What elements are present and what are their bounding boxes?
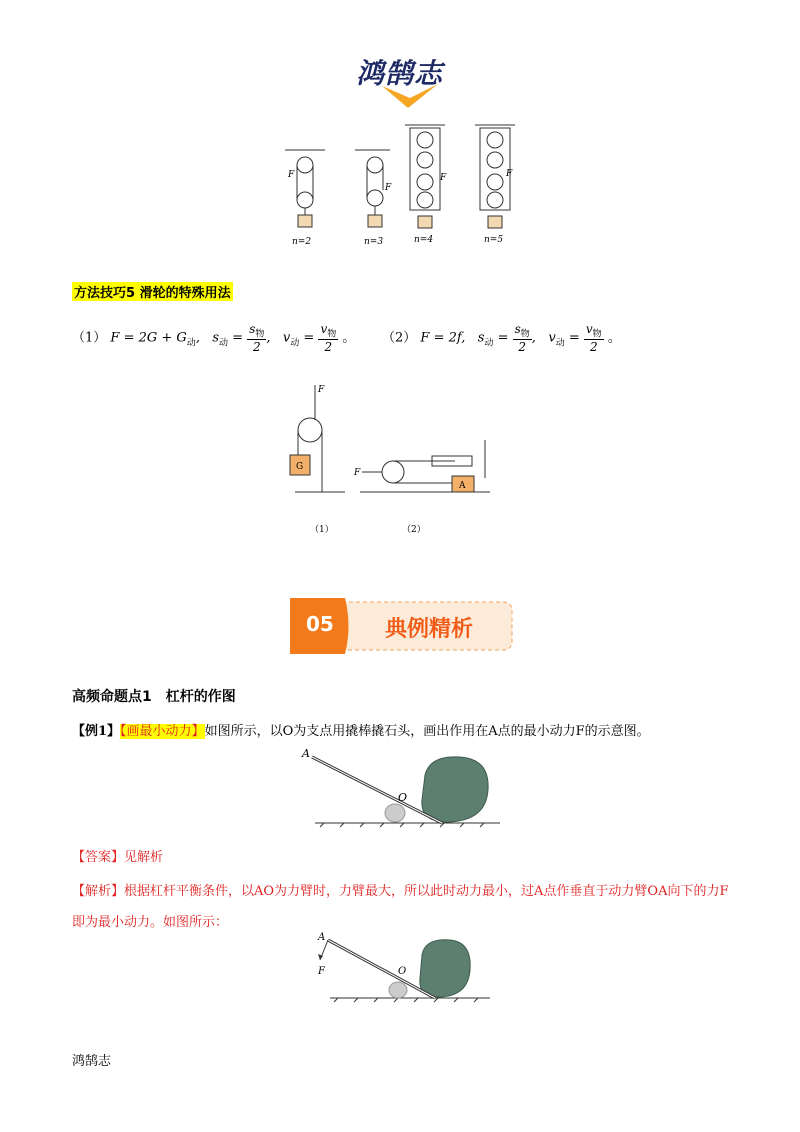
force-label: F [318, 966, 325, 977]
logo [350, 52, 470, 112]
banner-title: 典例精析 [385, 617, 474, 642]
fig-label-2: （2） [402, 525, 426, 535]
formula-2: （2） F = 2f, $s_动$ = $\frac{s_物}{2}$ , $v_动$ = $\frac{v_物}{2}$ 。 [382, 322, 621, 355]
force-label: F [506, 169, 513, 179]
example [72, 720, 650, 739]
pulley-label: n=3 [364, 237, 384, 247]
pulley-systems-figure [280, 120, 520, 250]
point-O-label: O [398, 791, 408, 804]
force-label: F [385, 183, 392, 193]
force-label: F [288, 170, 295, 180]
point-A-label: A [318, 932, 326, 943]
analysis: 【解析】根据杠杆平衡条件，以AO为力臂时，力臂最大，所以此时动力最小，过A点作垂直于动力臂OA向下的力F即为最小动力。如图所示： [72, 884, 729, 930]
example-text: 如图所示，以O为支点用撬棒撬石头，画出作用在A点的最小动力F的示意图。 [204, 724, 650, 739]
pulley-label: n=4 [414, 235, 434, 245]
section-banner [290, 598, 515, 654]
force-label: F [440, 173, 447, 183]
force-label: F [318, 385, 325, 395]
banner-number: 05 [306, 612, 334, 636]
example-label: 【例1】 [72, 724, 121, 739]
force-label: F [354, 468, 361, 478]
point-O-label: O [398, 966, 407, 977]
block-label: A [459, 481, 466, 491]
lever-figure [300, 745, 500, 830]
footer-text: 鸿鹄志 [72, 1054, 112, 1069]
point-A-label: A [302, 747, 310, 760]
lever-solution-figure [300, 930, 500, 1005]
method-title: 方法技巧5 滑轮的特殊用法 [72, 282, 233, 301]
section-title: 高频命题点1 杠杆的作图 [72, 689, 236, 705]
example-tag: 【画最小动力】 [120, 724, 205, 739]
weight-label: G [296, 462, 304, 472]
special-pulley-figure [280, 380, 530, 540]
answer: 【答案】见解析 [72, 850, 164, 865]
pulley-label: n=2 [292, 237, 312, 247]
logo-text: 鸿鹄志 [356, 57, 444, 90]
formula-1: （1） $F = 2G + G_动$, $s_动$ = $\frac{s_物}{2}$ , $v_动$ = $\frac{v_物}{2}$ 。 [72, 322, 356, 355]
logo-check-icon [380, 82, 440, 112]
fig-label-1: （1） [310, 525, 334, 535]
pulley-label: n=5 [484, 235, 504, 245]
